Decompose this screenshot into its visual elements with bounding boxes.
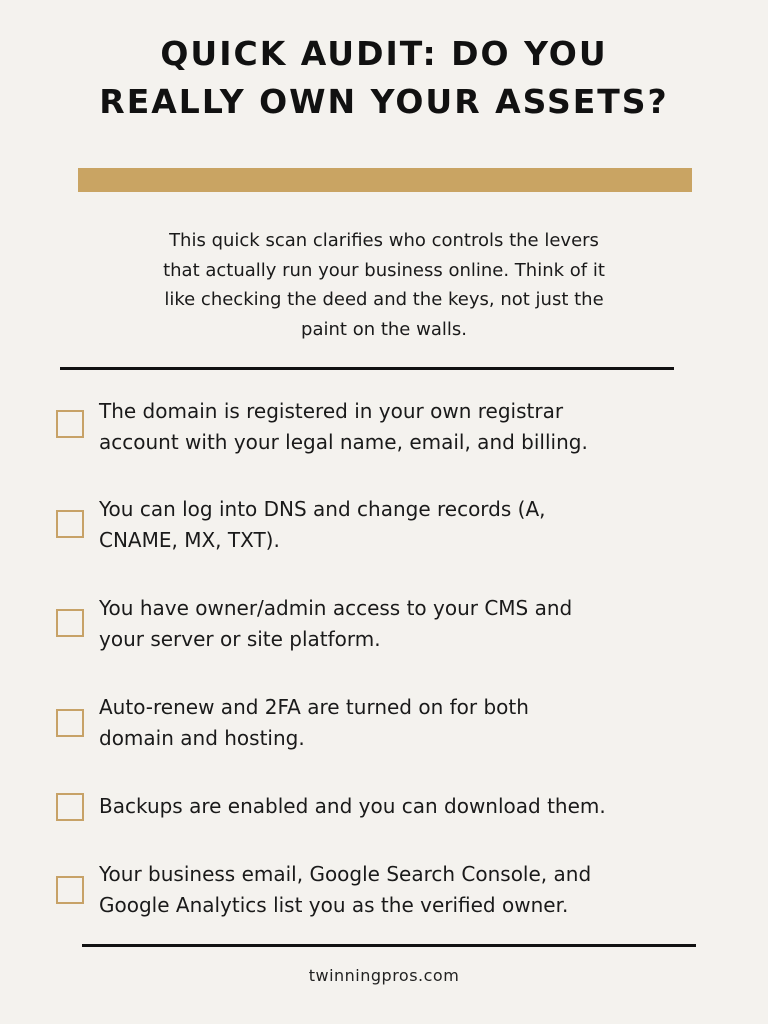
item-line: domain and hosting. xyxy=(99,726,305,750)
checklist-item-text xyxy=(99,692,529,754)
checklist-item-text xyxy=(99,396,588,458)
title-line-2: REALLY OWN YOUR ASSETS? xyxy=(99,82,669,121)
item-line: You can log into DNS and change records (A, xyxy=(99,497,546,521)
item-line: You have owner/admin access to your CMS and xyxy=(99,596,573,620)
item-line: The domain is registered in your own registrar xyxy=(99,399,564,423)
checklist-item-text xyxy=(99,494,546,556)
title-line-1: QUICK AUDIT: DO YOU xyxy=(160,34,608,73)
item-line: account with your legal name, email, and billing. xyxy=(99,430,588,454)
item-line: Your business email, Google Search Console, and xyxy=(99,862,592,886)
item-line: Auto-renew and 2FA are turned on for both xyxy=(99,695,529,719)
intro-line-4: paint on the walls. xyxy=(301,318,467,340)
item-line: Google Analytics list you as the verified owner. xyxy=(99,893,569,917)
item-line: Backups are enabled and you can download them. xyxy=(99,794,606,818)
checkbox[interactable] xyxy=(56,793,84,821)
checklist-item-text xyxy=(99,791,606,822)
checkbox[interactable] xyxy=(56,510,84,538)
checkbox[interactable] xyxy=(56,876,84,904)
intro-line-3: like checking the deed and the keys, not just the xyxy=(164,289,604,310)
intro-line-1: This quick scan clarifies who controls the levers xyxy=(169,230,599,251)
item-line: CNAME, MX, TXT). xyxy=(99,528,280,552)
checkbox[interactable] xyxy=(56,709,84,737)
footer-site: twinningpros.com xyxy=(308,966,460,985)
divider-bottom xyxy=(82,944,696,947)
item-line: your server or site platform. xyxy=(99,627,381,651)
checkbox[interactable] xyxy=(56,609,84,637)
intro-line-2: that actually run your business online. Think of it xyxy=(163,259,605,281)
checklist-item-text xyxy=(99,593,572,655)
checklist-item-text xyxy=(99,859,591,921)
checkbox[interactable] xyxy=(56,410,84,438)
